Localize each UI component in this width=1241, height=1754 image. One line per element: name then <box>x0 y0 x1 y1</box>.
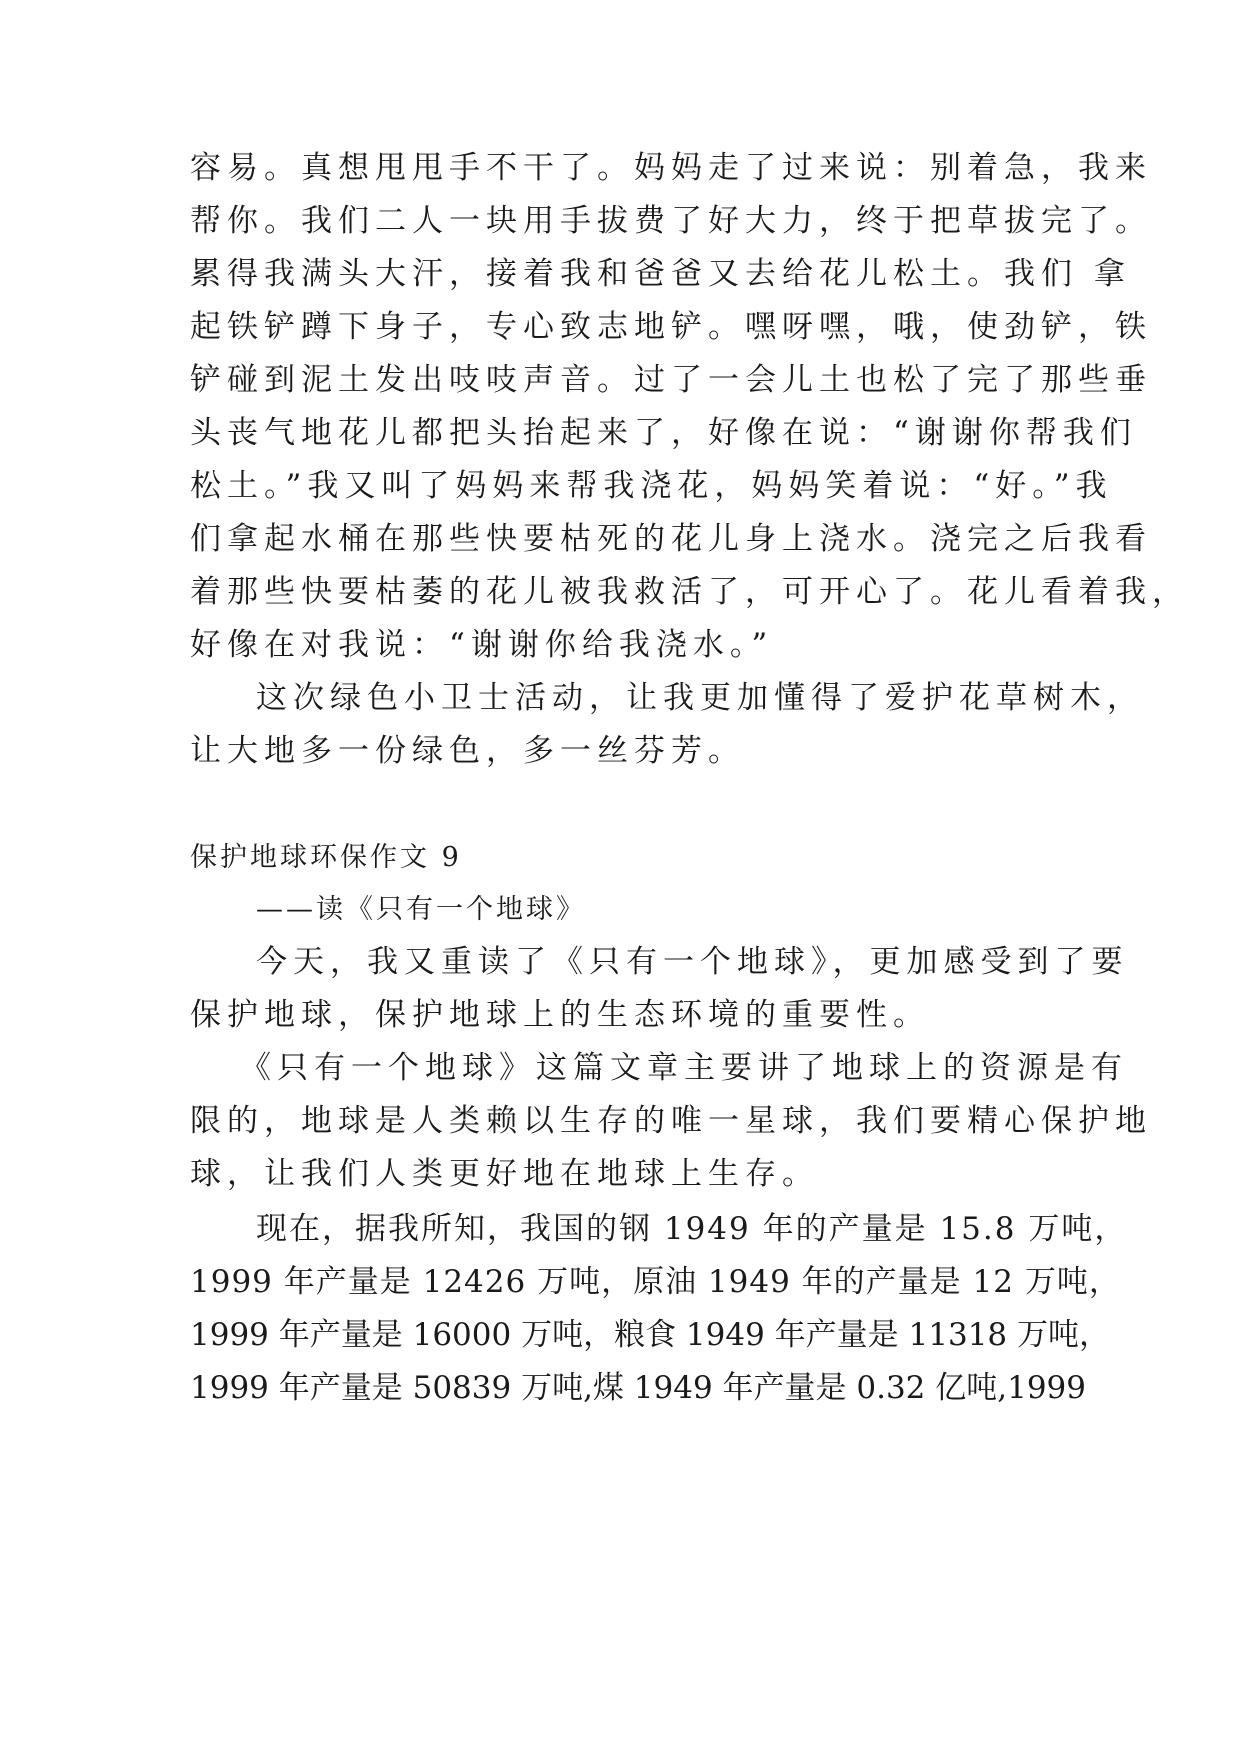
paragraph-a-line-5: 铲碰到泥土发出吱吱声音。过了一会儿土也松了完了那些垂 <box>190 362 1152 398</box>
paragraph-e-line-4: 1999 年产量是 50839 万吨,煤 1949 年产量是 0.32 亿吨,1999 <box>190 1370 1087 1406</box>
paragraph-e-line-3: 1999 年产量是 16000 万吨，粮食 1949 年产量是 11318 万吨， <box>190 1317 1110 1353</box>
paragraph-a-line-4: 起铁铲蹲下身子，专心致志地铲。嘿呀嘿，哦，使劲铲，铁 <box>190 309 1152 345</box>
paragraph-a-line-9: 着那些快要枯萎的花儿被我救活了，可开心了。花儿看着我， <box>190 574 1189 610</box>
paragraph-a-line-6: 头丧气地花儿都把头抬起来了，好像在说：“谢谢你帮我们 <box>190 415 1137 451</box>
paragraph-d-line-3: 球，让我们人类更好地在地球上生存。 <box>190 1156 819 1192</box>
paragraph-c-line-2: 保护地球，保护地球上的生态环境的重要性。 <box>190 997 930 1033</box>
paragraph-e-line-1: 现在，据我所知，我国的钢 1949 年的产量是 15.8 万吨， <box>256 1211 1128 1247</box>
paragraph-b-line-2: 让大地多一份绿色，多一丝芬芳。 <box>190 733 745 769</box>
paragraph-e-line-2: 1999 年产量是 12426 万吨，原油 1949 年的产量是 12 万吨， <box>190 1264 1121 1300</box>
paragraph-a-line-2: 帮你。我们二人一块用手拔费了好大力，终于把草拔完了。 <box>190 203 1152 239</box>
paragraph-c-line-1: 今天，我又重读了《只有一个地球》，更加感受到了要 <box>256 944 1129 980</box>
paragraph-d-line-1: 《只有一个地球》这篇文章主要讲了地球上的资源是有 <box>240 1050 1128 1086</box>
paragraph-b-line-1: 这次绿色小卫士活动，让我更加懂得了爱护花草树木， <box>256 680 1144 716</box>
essay-subtitle: ——读《只有一个地球》 <box>256 894 586 925</box>
paragraph-a-line-1: 容易。真想甩甩手不干了。妈妈走了过来说：别着急，我来 <box>190 150 1152 186</box>
essay-title: 保护地球环保作文 9 <box>190 842 462 873</box>
paragraph-a-line-10: 好像在对我说：“谢谢你给我浇水。” <box>190 627 774 663</box>
paragraph-d-line-2: 限的，地球是人类赖以生存的唯一星球，我们要精心保护地 <box>190 1103 1152 1139</box>
paragraph-a-line-3: 累得我满头大汗，接着我和爸爸又去给花儿松土。我们 拿 <box>190 256 1131 292</box>
paragraph-a-line-7: 松土。”我又叫了妈妈来帮我浇花，妈妈笑着说：“好。”我 <box>190 468 1113 504</box>
paragraph-a-line-8: 们拿起水桶在那些快要枯死的花儿身上浇水。浇完之后我看 <box>190 521 1152 557</box>
